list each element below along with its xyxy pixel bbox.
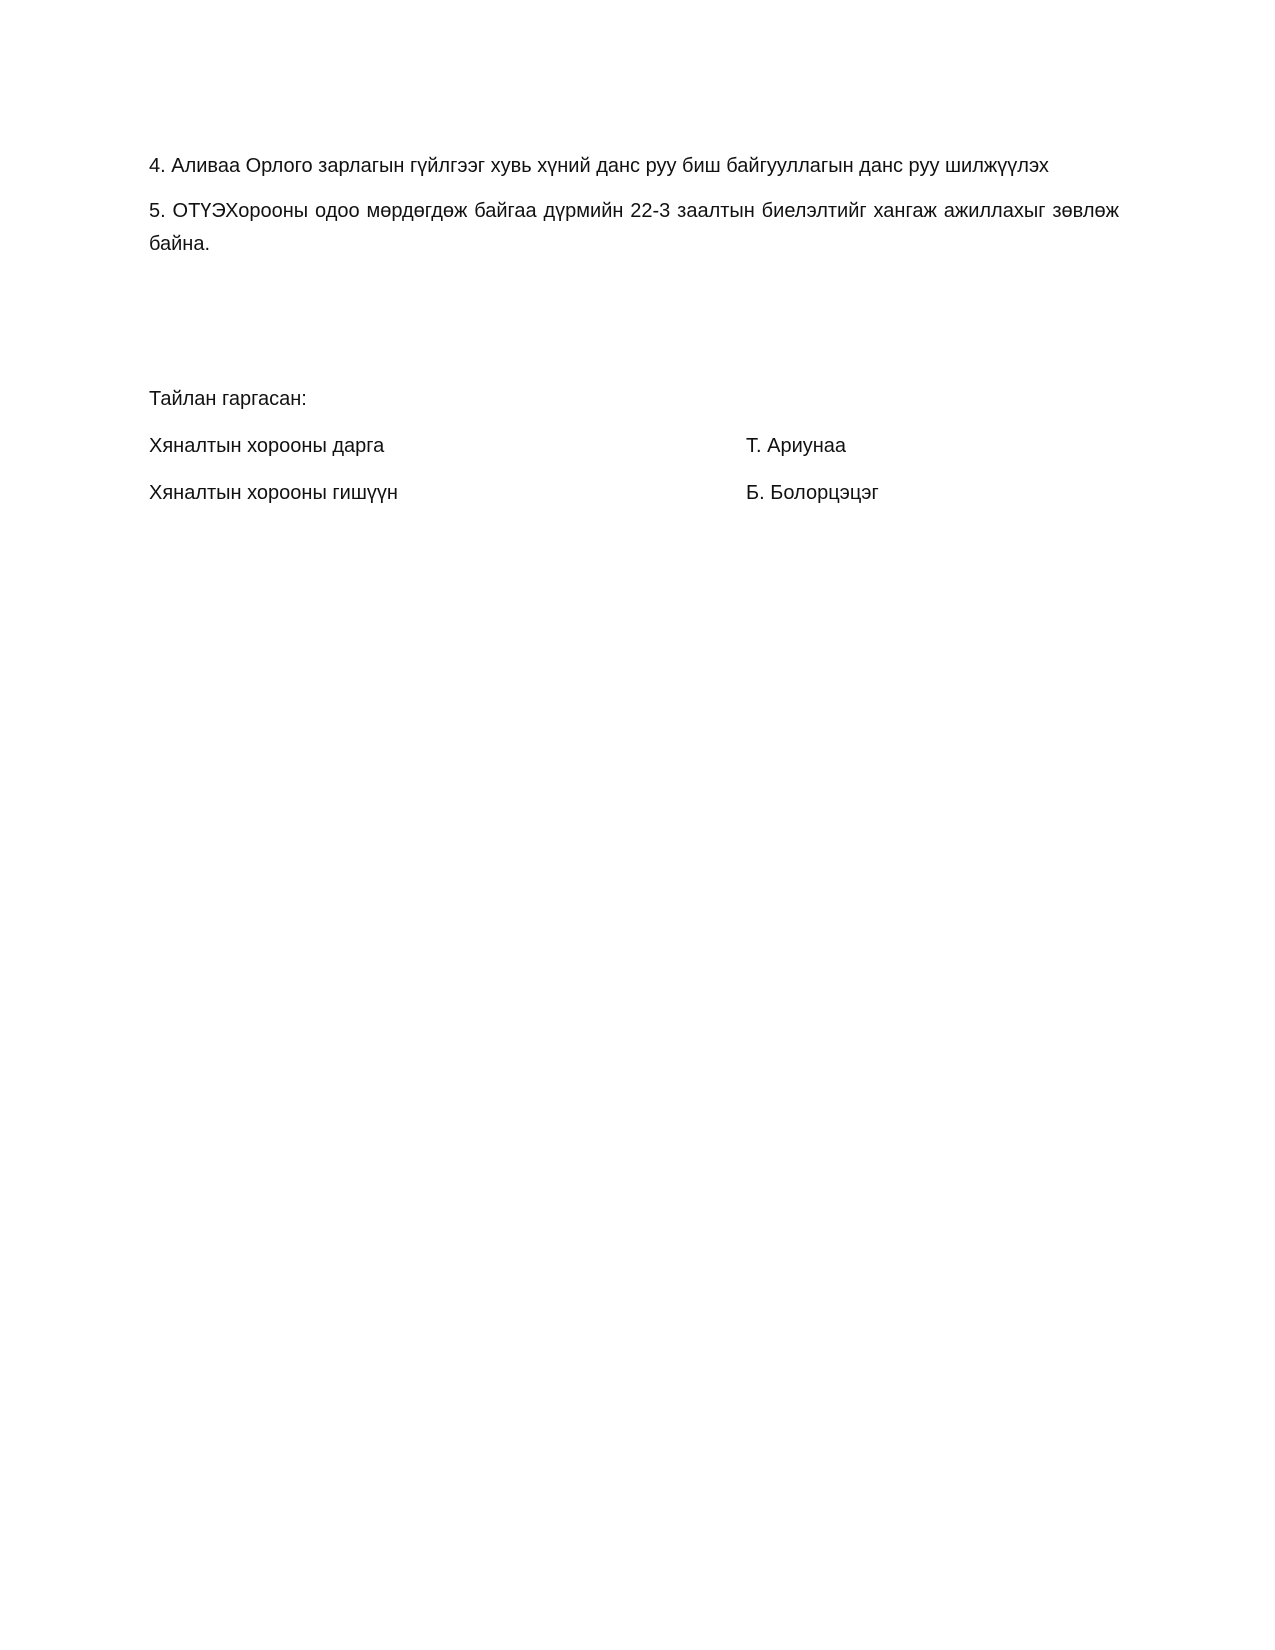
recommendation-item-4: 4. Аливаа Орлого зарлагын гүйлгээг хувь хүний данс руу биш байгууллагын данс руу шилжүүлэх bbox=[149, 155, 1049, 177]
signature-row bbox=[149, 430, 1119, 463]
signature-role: Хяналтын хорооны гишүүн bbox=[149, 482, 398, 504]
signature-name: Т. Ариунаа bbox=[746, 435, 847, 457]
document-page bbox=[149, 150, 1119, 524]
signature-row bbox=[149, 477, 1119, 510]
signature-name: Б. Болорцэцэг bbox=[746, 482, 879, 504]
signature-role: Хяналтын хорооны дарга bbox=[149, 435, 385, 457]
report-by-label: Тайлан гаргасан: bbox=[149, 388, 307, 410]
recommendation-item-5: 5. ОТҮЭХорооны одоо мөрдөгдөж байгаа дүрмийн 22-3 заалтын биелэлтийг хангаж ажиллахыг зөвлөж байна. bbox=[149, 200, 1119, 255]
